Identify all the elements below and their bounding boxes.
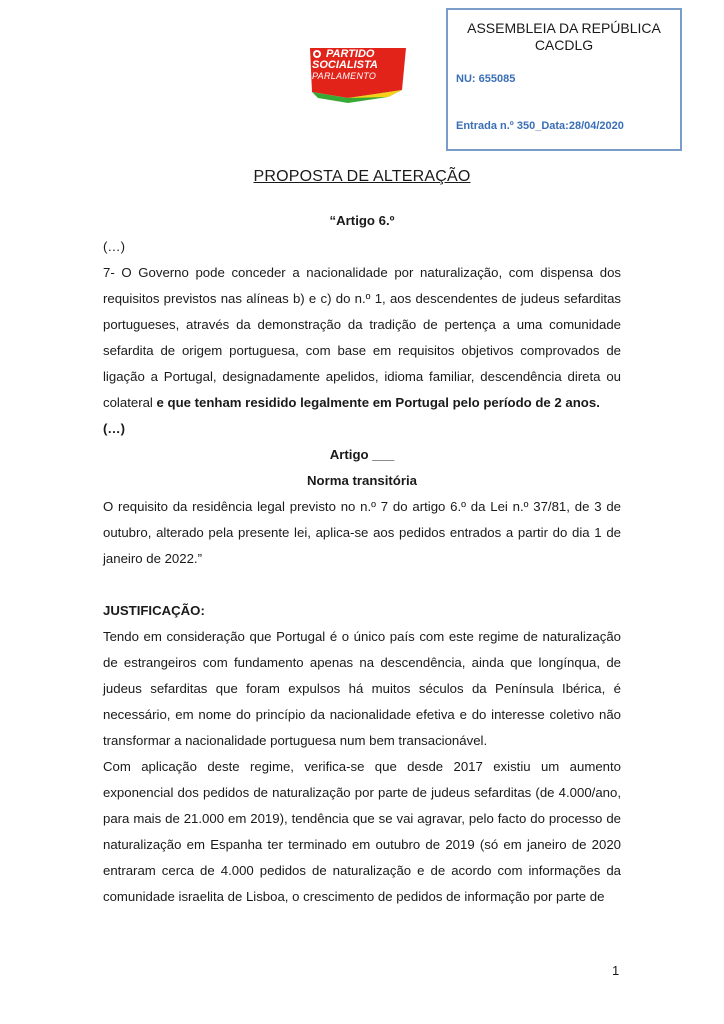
logo-line-socialista: SOCIALISTA: [312, 59, 378, 71]
spacer: [103, 572, 621, 598]
stamp-committee: CACDLG: [534, 37, 594, 53]
new-article-heading: Artigo ___: [329, 447, 395, 462]
paragraph-7-amendment: e que tenham residido legalmente em Portugal pelo período de 2 anos.: [156, 395, 600, 410]
page-number: 1: [612, 963, 620, 978]
document-body: [103, 208, 621, 910]
logo-text: [312, 49, 404, 82]
stamp-entry: Entrada n.º 350_Data:28/04/2020: [456, 120, 624, 132]
stamp-institution: ASSEMBLEIA DA REPÚBLICA: [467, 20, 661, 36]
justification-heading: JUSTIFICAÇÃO:: [103, 603, 205, 618]
transitional-provision: O requisito da residência legal previsto no n.º 7 do artigo 6.º da Lei n.º 37/81, de 3 de outubro, alterado pela presente lei, aplica-se aos pedidos entrados a partir do dia 1 de janeiro de 2022.”: [103, 499, 621, 566]
paragraph-7-text: 7- O Governo pode conceder a nacionalidade por naturalização, com dispensa dos requisitos previstos nas alíneas b) e c) do n.º 1, aos descendentes de judeus sefarditas portugueses, através da demonstração da tradição de pertença a uma comunidade sefardita de origem portuguesa, com base em requisitos objetivos comprovados de ligação a Portugal, designadamente apelidos, idioma familiar, descendência direta ou colateral: [103, 265, 621, 410]
ellipsis-marker: (…): [103, 239, 125, 254]
reception-stamp: [446, 8, 682, 151]
stamp-nu: NU: 655085: [456, 73, 516, 85]
paragraph-7: [103, 260, 621, 416]
logo-line-partido: PARTIDO: [326, 48, 375, 60]
justification-paragraph-1: Tendo em consideração que Portugal é o único país com este regime de naturalização de estrangeiros com fundamento apenas na descendência, ainda que longínqua, de judeus sefarditas que foram expulsos há muitos séculos da Península Ibérica, é necessário, em nome do princípio da nacionalidade efetiva e do interesse coletivo não transformar a nacionalidade portuguesa num bem transacionável.: [103, 629, 621, 748]
stamp-title: [448, 20, 680, 54]
logo-line-parlamento: PARLAMENTO: [312, 71, 377, 81]
new-article-subheading: Norma transitória: [307, 473, 417, 488]
article-heading: “Artigo 6.º: [329, 213, 395, 228]
document-title: PROPOSTA DE ALTERAÇÃO: [253, 168, 471, 185]
ellipsis-marker-bold: (…): [103, 421, 125, 436]
justification-paragraph-2: Com aplicação deste regime, verifica-se que desde 2017 existiu um aumento exponencial dos pedidos de naturalização por parte de judeus sefarditas (de 4.000/ano, para mais de 21.000 em 2019), tendência que se vai agravar, pelo facto do processo de naturalização em Espanha ter terminado em outubro de 2019 (só em janeiro de 2020 entraram cerca de 4.000 pedidos de naturalização e de acordo com informações da comunidade israelita de Lisboa, o crescimento de pedidos de informação por parte de: [103, 759, 621, 904]
